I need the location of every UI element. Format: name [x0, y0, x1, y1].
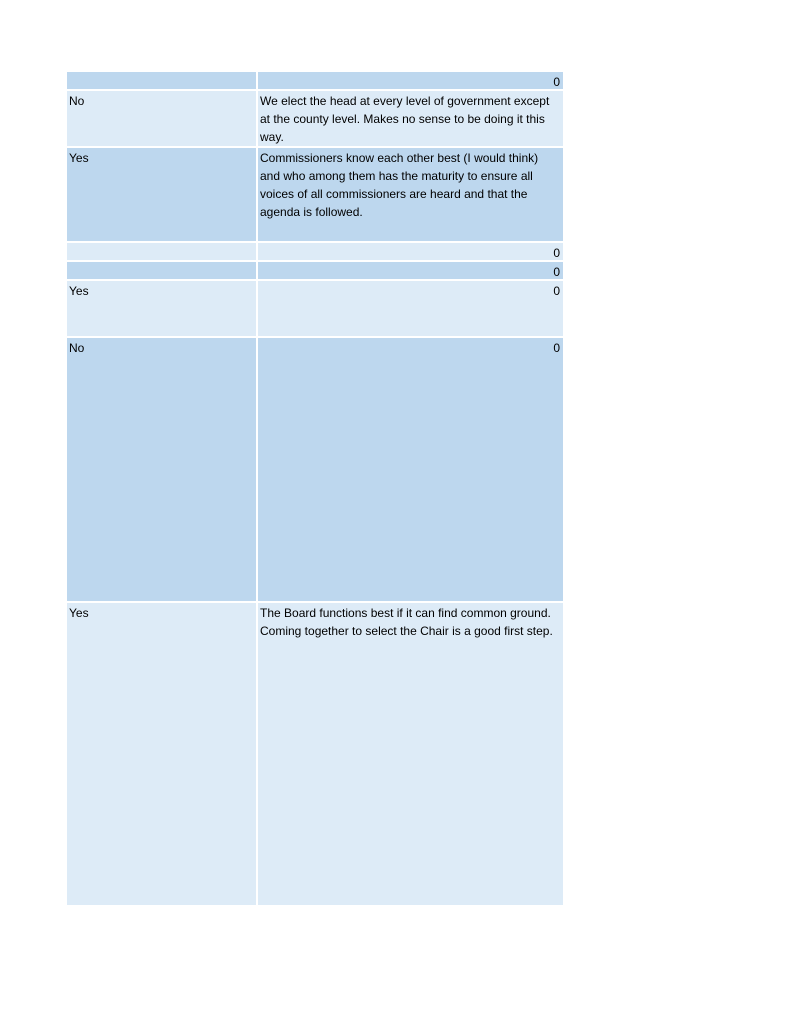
- table-row: [67, 148, 563, 243]
- comment-cell: 0: [553, 284, 560, 298]
- spreadsheet-table: [67, 72, 563, 905]
- table-row: [67, 243, 563, 262]
- answer-cell: No: [67, 338, 258, 601]
- answer-cell: [67, 243, 258, 260]
- table-row: [67, 281, 563, 338]
- table-row: [67, 91, 563, 148]
- comment-cell: The Board functions best if it can find common ground. Coming together to select the Chair is a good first step.: [260, 606, 553, 638]
- answer-cell: Yes: [67, 603, 258, 905]
- table-row: [67, 603, 563, 905]
- table-row: [67, 262, 563, 281]
- table-row: [67, 72, 563, 91]
- answer-cell: No: [67, 91, 258, 146]
- comment-cell: 0: [553, 265, 560, 279]
- comment-cell: Commissioners know each other best (I would think) and who among them has the maturity to ensure all voices of all commissioners are heard and that the agenda is followed.: [260, 151, 539, 219]
- answer-cell: [67, 262, 258, 279]
- answer-cell: Yes: [67, 148, 258, 241]
- answer-cell: [67, 72, 258, 89]
- table-row: [67, 338, 563, 603]
- comment-cell: We elect the head at every level of government except at the county level. Makes no sense to be doing it this way.: [260, 94, 550, 144]
- comment-cell: 0: [553, 246, 560, 260]
- comment-cell: 0: [553, 75, 560, 89]
- comment-cell: 0: [553, 341, 560, 355]
- answer-cell: Yes: [67, 281, 258, 336]
